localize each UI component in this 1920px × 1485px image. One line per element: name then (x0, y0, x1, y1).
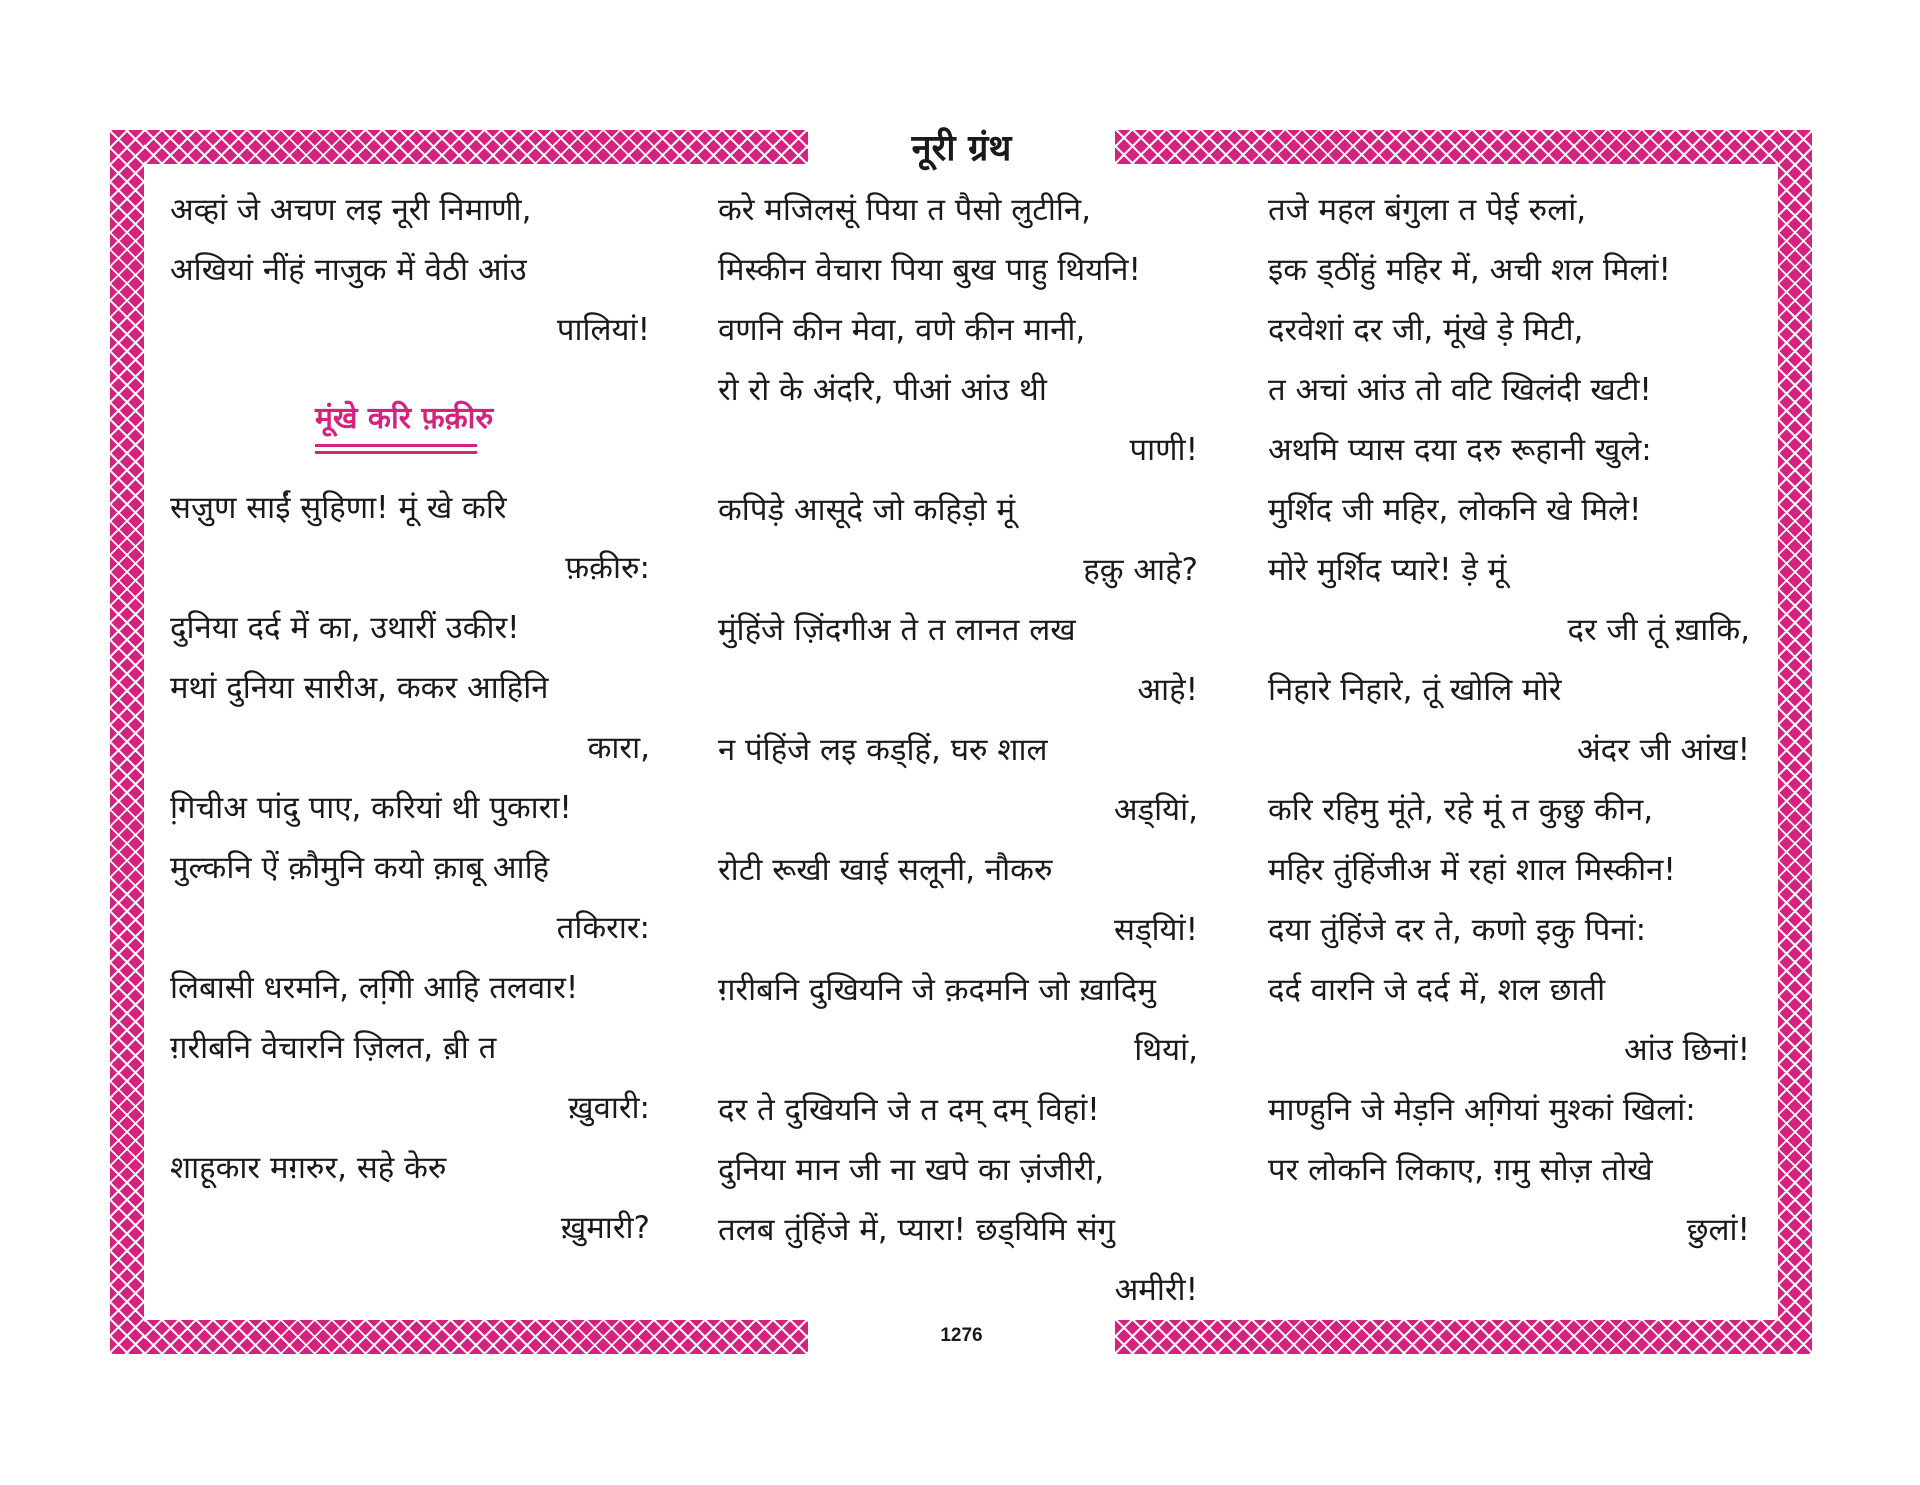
verse-line: पर लोकनि लिकाए, ग़मु सोज़ तोखे (1268, 1152, 1653, 1188)
column-2 (718, 180, 1198, 1320)
border-top-right (1115, 130, 1812, 164)
verse-line: सड्‌यिां! (1113, 912, 1198, 948)
verse-line: करि रहिमु मूंते, रहे मूं त कुछु कीन, (1268, 792, 1654, 828)
section-heading: मूंखे करि फ़क़ीरु (315, 401, 494, 436)
verse-line: पाणी! (1129, 432, 1198, 468)
verse-line: आहे! (1137, 672, 1198, 708)
verse-line: तजे महल बंगुला त पेई रुलां, (1268, 192, 1587, 228)
verse-line: दया तुंहिंजे दर ते, कणो इकु पिनां: (1268, 912, 1647, 948)
verse-line: मुल्कनि ऐं क़ौमुनि कयो क़ाबू आहि (170, 850, 550, 886)
verse-line: निहारे निहारे, तूं खोलि मोरे (1268, 672, 1562, 708)
verse-line: अमीरी! (1114, 1272, 1198, 1308)
verse-line: दुनिया मान जी ना खपे का ज़ंजीरी, (718, 1152, 1105, 1188)
page-title: नूरी ग्रंथ (911, 128, 1012, 169)
verse-line: दर जी तूं ख़ाकि, (1567, 612, 1750, 648)
verse-line: माण्हुनि जे मेड़नि अगि़यां मुश्कां खिलां: (1268, 1092, 1696, 1128)
heading-underline (315, 444, 477, 454)
verse-line: अखियां नींहं नाजुक में वेठी आंउ (170, 252, 527, 288)
verse-line: त अचां आंउ तो वटि खिलंदी खटी! (1268, 372, 1652, 408)
verse-line: लिबासी धरमनि, लगि़ी आहि तलवार! (170, 970, 579, 1006)
verse-line: फ़क़ीरु: (565, 550, 650, 586)
verse-line: रोटी रूखी खाई सलूनी, नौकरु (718, 852, 1053, 888)
verse-line: करे मजिलसूं पिया त पैसो लुटीनि, (718, 192, 1091, 228)
column-3 (1268, 180, 1750, 1260)
verse-line: वणनि कीन मेवा, वणे कीन मानी, (718, 312, 1086, 348)
verse-line: गि़चीअ पांदु पाए, करियां थी पुकारा! (170, 790, 572, 826)
verse-line: अड्‌यिां, (1113, 792, 1198, 828)
verse-line: ग़रीबनि वेचारनि ज़िलत, ब़ी त (170, 1030, 497, 1066)
verse-line: हक़ु आहे? (1083, 552, 1198, 588)
border-left (110, 130, 144, 1354)
verse-line: सजु़ण साईं सुहिणा! मूं खे करि (170, 490, 507, 526)
verse-line: शाहूकार मग़रुर, सहे केरु (170, 1150, 447, 1186)
verse-line: अंदर जी आंख! (1576, 732, 1750, 768)
border-bottom-right (1115, 1320, 1812, 1354)
verse-line: मुंहिंजे ज़िंदगीअ ते त लानत लख (718, 612, 1076, 648)
verse-line: दुनिया दर्द में का, उथारीं उकीर! (170, 610, 520, 646)
border-top-left (110, 130, 808, 164)
border-right (1778, 130, 1812, 1354)
verse-line: दर्द वारनि जे दर्द में, शल छाती (1268, 972, 1606, 1008)
verse-line: रो रो के अंदरि, पीआं आंउ थी (718, 372, 1047, 408)
verse-line: महिर तुंहिंजीअ में रहां शाल मिस्कीन! (1268, 852, 1676, 888)
verse-line: ख़ुमारी? (560, 1210, 650, 1246)
verse-line: मोरे मुर्शिद प्यारे! ड़े मूं (1268, 552, 1507, 588)
verse-line: कारा, (587, 730, 650, 766)
verse-line: पालियां! (556, 312, 650, 348)
verse-line: अथमि प्यास दया दरु रूहानी खुले: (1268, 432, 1652, 468)
verse-line: ग़रीबनि दुखियनि जे क़दमनि जो ख़ादिमु (718, 972, 1156, 1008)
verse-line: तकिरार: (556, 910, 650, 946)
verse-line: तलब तुंहिंजे में, प्यारा! छड्‌यिमि संगु (718, 1212, 1115, 1248)
page-number: 1276 (940, 1325, 983, 1346)
verse-line: थियां, (1134, 1032, 1198, 1068)
verse-line: अव्हां जे अचण लइ नूरी निमाणी, (170, 192, 532, 228)
verse-line: ख़ुवारी: (568, 1090, 650, 1126)
border-bottom-left (110, 1320, 808, 1354)
verse-line: इक ड्ठींहुं महिर में, अची शल मिलां! (1268, 252, 1671, 288)
verse-line: कपिड़े आसूदे जो कहिड़ो मूं (718, 492, 1016, 528)
verse-line: आंउ छिनां! (1624, 1032, 1750, 1068)
verse-line: दरवेशां दर जी, मूंखे ड़े मिटी, (1268, 312, 1584, 348)
verse-line: मुर्शिद जी महिर, लोकनि खे मिले! (1268, 492, 1642, 528)
column-1 (170, 180, 650, 1258)
verse-line: छुलां! (1686, 1212, 1750, 1248)
verse-line: न पंहिंजे लइ कड्‌हिं, घरु शाल (718, 732, 1048, 768)
verse-line: मिस्कीन वेचारा पिया बुख पाहु थियनि! (718, 252, 1141, 288)
verse-line: दर ते दुखियनि जे त दम् दम् विहां! (718, 1092, 1100, 1128)
verse-line: मथां दुनिया सारीअ, ककर आहिनि (170, 670, 549, 706)
